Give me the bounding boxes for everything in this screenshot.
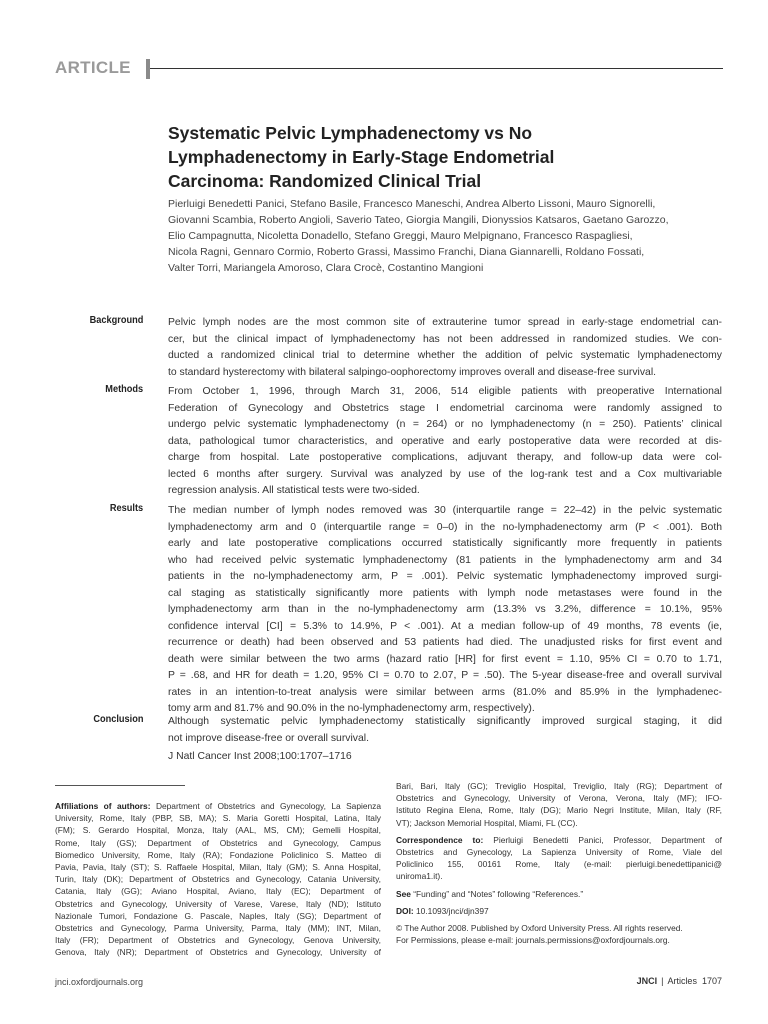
author-line: Giovanni Scambia, Roberto Angioli, Saverio Tateo, Giorgia Mangili, Dionyssios Katsaros, Gaetano Garozzo, [168, 214, 669, 226]
journal-name: JNCI [636, 976, 658, 986]
author-line: Nicola Ragni, Gennaro Cormio, Roberto Grassi, Massimo Franchi, Diana Giannarelli, Roldano Fossati, [168, 246, 645, 258]
doi-label: DOI: [396, 905, 414, 916]
section-label-results: Results [109, 503, 143, 514]
text-line: Biomedico University, Rome, Italy (RA); Fondazione Policlinico S. Matteo di [55, 849, 381, 860]
article-header [55, 56, 723, 82]
text-line: The median number of lymph nodes removed was 30 (interquartile range = 22–42) in the pelvic systematic [168, 505, 722, 516]
results-text [168, 503, 722, 718]
text-line: VT); Jackson Memorial Hospital, Miami, FL (CC). [396, 817, 578, 828]
page-footer [637, 976, 722, 986]
text-line: From October 1, 1996, through March 31, 2006, 514 eligible patients with preoperative International [168, 386, 722, 397]
text-line: Genova, Italy (NR); Department of Obstetrics and Gynecology, University of [55, 947, 381, 958]
text-line: ducted a randomized clinical trial to determine whether the addition of pelvic systematic lymphadenectomy [168, 350, 722, 361]
text-line: uniroma1.it). [396, 871, 443, 882]
methods-text [168, 384, 722, 500]
copyright-line: For Permissions, please e-mail: journals.permissions@oxfordjournals.org. [396, 935, 670, 946]
text-line: Although systematic pelvic lymphadenectomy statistically significantly improved surgical staging, it did [168, 716, 722, 727]
text-line: to standard hysterectomy with bilateral salpingo-oophorectomy improves overall and disease-free survival. [168, 366, 657, 378]
text-line: rates in an intention-to-treat analysis were similar between arms (81.0% and 85.9% in the lymphadenec- [168, 686, 722, 698]
text-line: charge from hospital. Late postoperative complications, adjuvant therapy, and follow-up data were col- [168, 452, 722, 463]
author-line: Pierluigi Benedetti Panici, Stefano Basile, Francesco Maneschi, Andrea Alberto Lissoni, Mauro Signorelli, [168, 198, 656, 210]
text-line: death were similar between the two arms (hazard ratio [HR] for first event = 1.10, 95% CI = 0.70 to 1.71, [168, 653, 722, 665]
doi-value[interactable]: 10.1093/jnci/djn397 [416, 905, 489, 916]
author-list [168, 196, 728, 276]
article-title [168, 121, 728, 193]
text-line: (FM); S. Gerardo Hospital, Monza, Italy (AAL, MS, CM); Gemelli Hospital, [55, 825, 381, 836]
text-fragment: Department of Obstetrics and Gynecology, La Sapienza [155, 801, 382, 811]
text-line: early and late postoperative complications occurred statistically significantly more frequently in patients [168, 538, 722, 549]
text-line [396, 888, 722, 900]
text-line: Pavia, Pavia, Italy (ST); S. Raffaele Hospital, Milan, Italy (GM); S. Anna Hospital, [55, 862, 381, 873]
text-line: undergo pelvic systematic lymphadenectomy (n = 264) or no lymphadenectomy (n = 250). Patients’ clinical [168, 419, 722, 430]
text-line: Obstetrics and Gynecology, La Sapienza University of Rome, Viale del [396, 847, 722, 858]
correspondence-footnote [396, 780, 722, 946]
correspondence-label: Correspondence to: [396, 834, 484, 845]
journal-url[interactable]: jnci.oxfordjournals.org [55, 977, 144, 987]
text-line [55, 800, 381, 812]
text-line: recurrence or death) had been observed and 53 patients had died. The unadjusted risks for first event and [168, 637, 722, 648]
text-line [396, 905, 722, 917]
text-line: Istituto Regina Elena, Rome, Italy (DG); Mario Negri Institute, Milan, Italy (RF, [396, 805, 722, 816]
text-line: Obstetrics and Gynecology, Parma University, Parma, Italy (MM); INT, Milan, [55, 923, 381, 934]
page-number: 1707 [701, 976, 722, 986]
author-line: Elio Campagnutta, Nicoletta Donadello, Stefano Greggi, Mauro Melpignano, Francesco Raspagliesi, [168, 230, 633, 242]
author-line: Valter Torri, Mariangela Amoroso, Clara Crocè, Costantino Mangioni [168, 262, 484, 274]
text-line: cer, but the clinical impact of lymphadenectomy has not been addressed in randomized studies. We con- [168, 333, 722, 345]
section-label-methods: Methods [105, 384, 143, 395]
title-line: Lymphadenectomy in Early-Stage Endometrial [168, 147, 555, 167]
text-line: Turin, Italy (DK); Department of Obstetrics and Gynecology, Catania University, [55, 874, 381, 885]
journal-citation: J Natl Cancer Inst 2008;100:1707–1716 [168, 751, 352, 762]
footer-separator: | [661, 976, 664, 986]
text-line: Catania, Italy (GG); Aviano Hospital, Aviano, Italy (EC); Department of [55, 886, 381, 897]
title-line: Carcinoma: Randomized Clinical Trial [168, 171, 482, 191]
section-label-conclusion: Conclusion [92, 714, 143, 725]
footnote-rule [55, 785, 185, 786]
text-line: data, pathological tumor characteristics, and operative and early postoperative data were recorded at dis- [168, 435, 722, 447]
text-line: lymphadenectomy arm and 0 (interquartile range = 0–0) in the no-lymphadenectomy arm (P < .001). Both [168, 521, 722, 533]
text-line: patients in the no-lymphadenectomy arm, P = .001). Pelvic systematic lymphadenectomy improved surgi- [168, 571, 722, 582]
text-line: Italy (FR); Department of Obstetrics and Gynecology, Genova University, [55, 935, 381, 946]
text-fragment: “Funding” and “Notes” following “References.” [413, 888, 584, 899]
text-fragment: Pierluigi Benedetti Panici, Professor, Department of [493, 834, 722, 845]
header-accent-bar [146, 59, 150, 79]
text-line: confidence interval [CI] = 5.3% to 14.9%, P < .001). At a median follow-up of 49 months, 78 events (ie, [168, 620, 722, 632]
text-line: tomy arm and 81.7% and 90.0% in the no-lymphadenectomy arm, respectively). [168, 703, 535, 714]
text-line [396, 834, 722, 846]
title-line: Systematic Pelvic Lymphadenectomy vs No [168, 123, 533, 143]
section-name: Articles [667, 976, 697, 986]
text-line: P = .68, and HR for death = 1.20, 95% CI = 0.70 to 2.07, P = .50). The 5-year disease-free and overall survival [168, 670, 722, 681]
conclusion-text [168, 714, 722, 747]
text-line: Nazionale Tumori, Fondazione G. Pascale, Naples, Italy (SG); Department of [55, 910, 381, 921]
text-line: not improve disease-free or overall survival. [168, 732, 369, 744]
text-line: Bari, Bari, Italy (GC); Treviglio Hospital, Treviglio, Italy (RG); Department of [396, 781, 722, 791]
background-text [168, 315, 722, 381]
text-line: Obstetrics and Gynecology, University of Verona, Verona, Italy (MF); IFO- [396, 793, 722, 804]
text-line: who had received pelvic systematic lymphadenectomy (81 patients in the lymphadenectomy arm and 34 [168, 554, 722, 566]
text-line: University, Rome, Italy (PBP, SB, MA); S. Maria Goretti Hospital, Latina, Italy [55, 813, 381, 824]
article-section-label: ARTICLE [55, 58, 131, 77]
text-line: Federation of Gynecology and Obstetrics stage I endometrial carcinoma were randomly assigned to [168, 402, 722, 414]
text-line: lymphadenectomy arm than in the no-lymphadenectomy arm (13.3% vs 3.2%, difference = 10.1%, 95% [168, 604, 722, 615]
see-label: See [396, 888, 411, 899]
text-line: Policlinico 155, 00161 Rome, Italy (e-mail: pierluigi.benedettipanici@ [396, 859, 722, 870]
text-line: Rome, Italy (GS); Department of Obstetrics and Gynecology, Campus [55, 837, 381, 848]
copyright-line: © The Author 2008. Published by Oxford University Press. All rights reserved. [396, 923, 683, 934]
affiliations-footnote [55, 800, 381, 959]
text-line: Pelvic lymph nodes are the most common site of extrauterine tumor spread in early-stage endometrial can- [168, 317, 722, 328]
affiliations-label: Affiliations of authors: [55, 801, 151, 811]
text-line: Obstetrics and Gynecology, University of Varese, Varese, Italy (ND); Istituto [55, 898, 381, 909]
text-line: lected 6 months after surgery. Survival was analyzed by use of the log-rank test and a Cox multivariable [168, 468, 722, 480]
header-rule [150, 68, 723, 69]
section-label-background: Background [89, 315, 143, 326]
text-line: cal staging as statistically significantly more patients with lymph node metastases were found in the [168, 587, 722, 599]
text-line: regression analysis. All statistical tests were two-sided. [168, 485, 420, 496]
